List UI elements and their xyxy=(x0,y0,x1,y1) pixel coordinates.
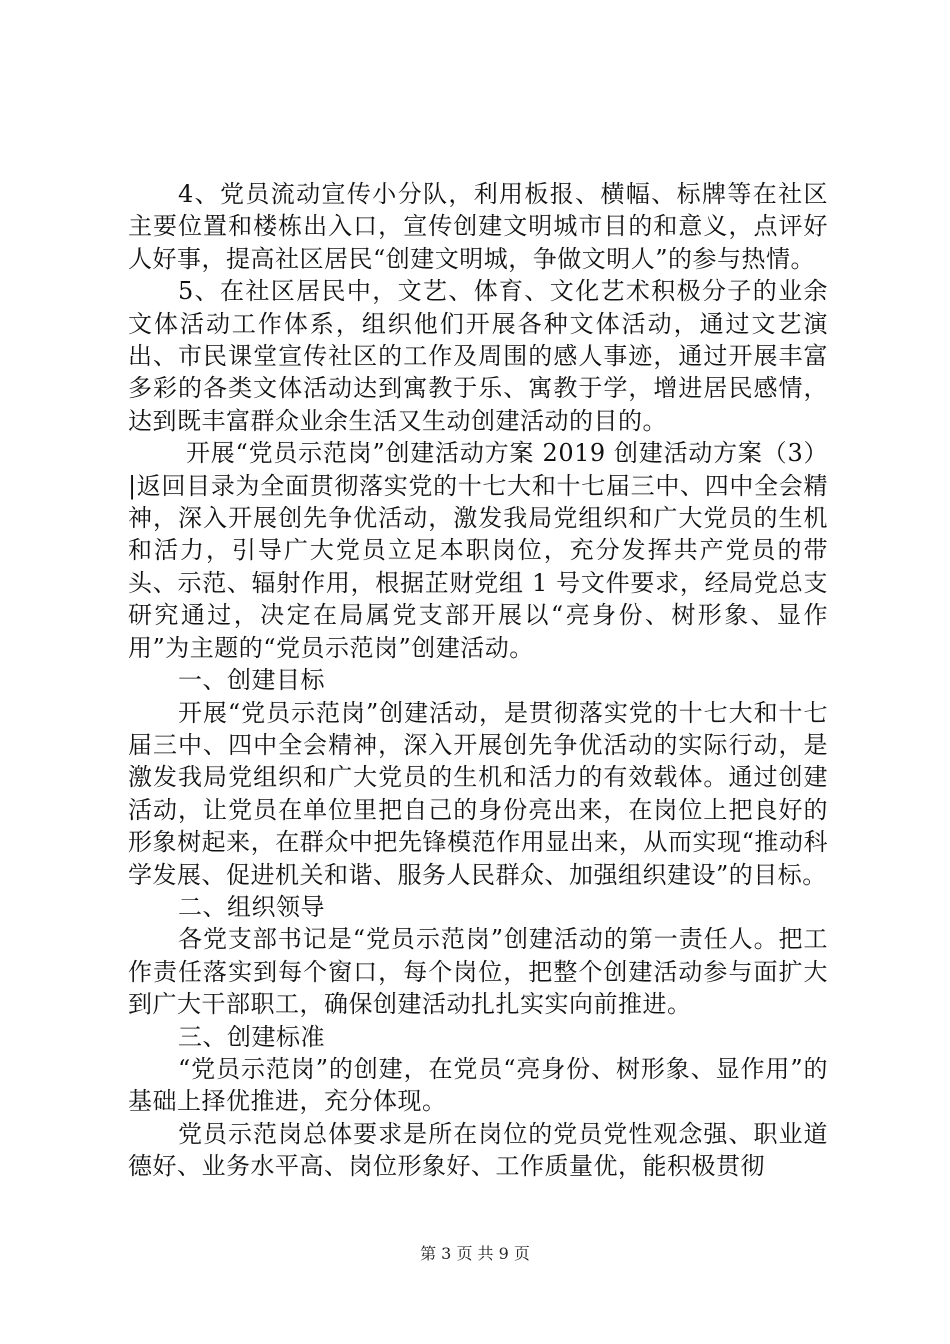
paragraph-item-4: 4、党员流动宣传小分队，利用板报、横幅、标牌等在社区主要位置和楼栋出入口，宣传创建文明城市目的和意义，点评好人好事，提高社区居民“创建文明城，争做文明人”的参与热情。 xyxy=(128,180,828,273)
page-number-footer: 第 3 页 共 9 页 xyxy=(420,1244,530,1263)
paragraph-requirements: 党员示范岗总体要求是所在岗位的党员党性观念强、职业道德好、业务水平高、岗位形象好、工作质量优，能积极贯彻 xyxy=(128,1119,828,1181)
section-heading-goal: 一、创建目标 xyxy=(178,666,325,695)
paragraph-goal: 开展“党员示范岗”创建活动，是贯彻落实党的十七大和十七届三中、四中全会精神，深入开展创先争优活动的实际行动，是激发我局党组织和广大党员的生机和活力的有效载体。通过创建活动，让党员在单位里把自己的身份亮出来，在岗位上把良好的形象树起来，在群众中把先锋模范作用显出来，从而实现“推动科学发展、促进机关和谐、服务人民群众、加强组织建设”的目标。 xyxy=(128,698,828,889)
paragraph-standard: “党员示范岗”的创建，在党员“亮身份、树形象、显作用”的基础上择优推进，充分体现。 xyxy=(128,1054,828,1116)
document-body xyxy=(128,178,828,1183)
paragraph-leadership: 各党支部书记是“党员示范岗”创建活动的第一责任人。把工作责任落实到每个窗口，每个岗位，把整个创建活动参与面扩大到广大干部职工，确保创建活动扎扎实实向前推进。 xyxy=(128,925,828,1019)
section-heading-standard: 三、创建标准 xyxy=(178,1022,325,1051)
paragraph-item-5: 5、在社区居民中，文艺、体育、文化艺术积极分子的业余文体活动工作体系，组织他们开展各种文体活动，通过文艺演出、市民课堂宣传社区的工作及周围的感人事迹，通过开展丰富多彩的各类文体活动达到寓教于乐、寓教于学，增进居民感情，达到既丰富群众业余生活又生动创建活动的目的。 xyxy=(128,277,828,435)
section-heading-leadership: 二、组织领导 xyxy=(178,892,325,921)
paragraph-intro: 开展“党员示范岗”创建活动方案 2019 创建活动方案（3）|返回目录为全面贯彻落实党的十七大和十七届三中、四中全会精神，深入开展创先争优活动，激发我局党组织和广大党员的生机和活力，引导广大党员立足本职岗位，充分发挥共产党员的带头、示范、辐射作用，根据芷财党组 1 号文件要求，经局党总支研究通过，决定在局属党支部开展以“亮身份、树形象、显作用”为主题的“党员示范岗”创建活动。 xyxy=(128,439,828,662)
